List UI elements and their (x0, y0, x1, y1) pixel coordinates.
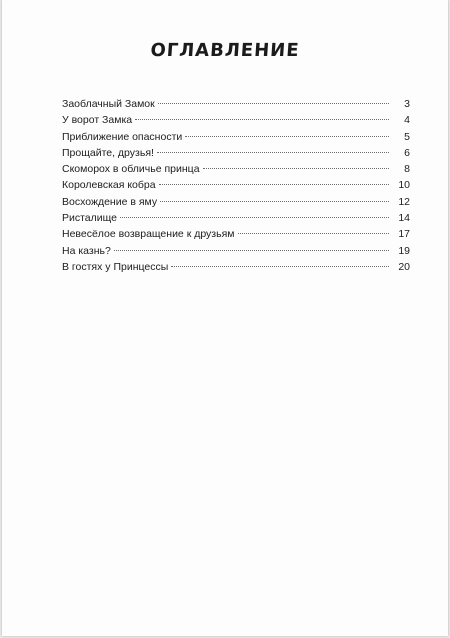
toc-entry-title: Невесёлое возвращение к друзьям (62, 228, 235, 241)
toc-entry-page: 10 (398, 179, 410, 192)
dot-leader (120, 217, 389, 218)
toc-entry-title: Заоблачный Замок (62, 98, 155, 110)
toc-entry-page: 12 (398, 195, 410, 208)
toc-entry-page: 6 (404, 146, 410, 159)
dot-leader (185, 136, 389, 137)
toc-entry-title: Приближение опасности (62, 130, 183, 143)
dot-leader (158, 103, 389, 104)
toc-entry-title: Королевская кобра (62, 179, 156, 192)
toc-entry-title: У ворот Замка (62, 114, 133, 127)
toc-entry (62, 177, 410, 193)
toc-entry-title: В гостях у Принцессы (62, 260, 169, 273)
toc-entry-title: Прощайте, друзья! (62, 146, 154, 159)
toc-entry (62, 129, 410, 145)
dot-leader (159, 184, 389, 185)
toc-entry-title: На казнь? (62, 244, 111, 257)
toc-entry-page: 17 (398, 228, 410, 241)
toc-entry (62, 226, 410, 242)
table-of-contents (62, 96, 410, 275)
book-page (2, 0, 448, 636)
dot-leader (171, 266, 389, 267)
dot-leader (135, 119, 389, 120)
toc-entry-page: 5 (404, 130, 410, 143)
toc-entry (62, 243, 410, 259)
toc-entry-page: 3 (404, 98, 410, 110)
dot-leader (157, 152, 389, 153)
toc-entry (62, 194, 410, 210)
page-title: ОГЛАВЛЕНИЕ (149, 40, 301, 61)
dot-leader (114, 250, 389, 251)
toc-entry-page: 19 (398, 244, 410, 257)
toc-entry-page: 4 (404, 114, 410, 127)
toc-entry (62, 161, 410, 177)
toc-entry-page: 8 (404, 163, 410, 176)
toc-entry (62, 259, 410, 275)
toc-entry (62, 112, 410, 128)
dot-leader (160, 201, 389, 202)
dot-leader (238, 233, 390, 234)
toc-entry (62, 210, 410, 226)
toc-entry-page: 20 (398, 260, 410, 273)
toc-entry-page: 14 (398, 212, 410, 225)
toc-entry-title: Скоморох в обличье принца (62, 163, 200, 176)
toc-entry (62, 96, 410, 112)
dot-leader (203, 168, 389, 169)
toc-entry (62, 145, 410, 161)
toc-entry-title: Ристалище (62, 212, 118, 225)
toc-entry-title: Восхождение в яму (62, 195, 158, 208)
